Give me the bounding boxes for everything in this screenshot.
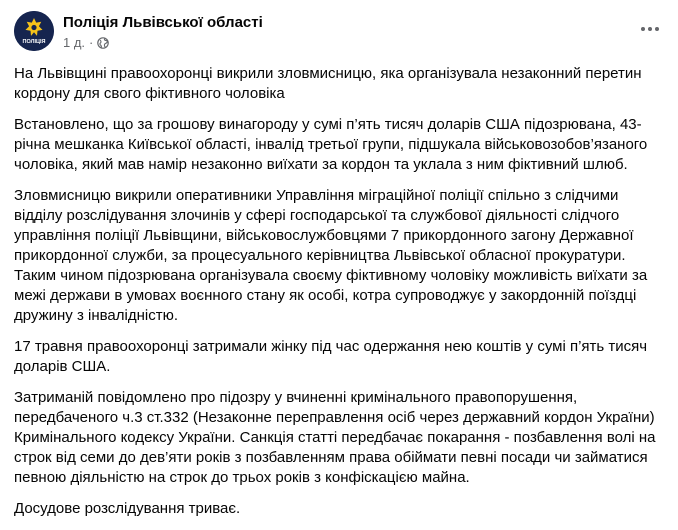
post-author-name[interactable]: Поліція Львівської області — [63, 14, 263, 31]
post-paragraph — [14, 186, 664, 326]
post-text-line: прикордонної служби, за процесуального керівництва Львівської обласної прокуратури. — [14, 247, 626, 264]
post-text-line: доларів США. — [14, 358, 111, 375]
post-paragraph — [14, 64, 664, 104]
post-text-line: Кримінального кодексу України. Санкція статті передбачає покарання - позбавлення волі на — [14, 429, 656, 446]
post-header — [14, 11, 664, 55]
globe-icon[interactable] — [97, 37, 109, 49]
post-paragraph — [14, 499, 664, 519]
post-text-line: межі держави в умовах воєнного стану як особі, котра супроводжує у закордонній поїздці — [14, 287, 637, 304]
post-text-line: управління поліції Львівщини, військовослужбовцями 7 прикордонного загону Державної — [14, 227, 634, 244]
post-paragraph — [14, 388, 664, 488]
post-text-line: дружину з інвалідністю. — [14, 307, 179, 324]
post-text-line: Таким чином підозрювана організувала своєму фіктивному чоловіку можливість виїхати за — [14, 267, 648, 284]
avatar[interactable] — [14, 11, 54, 51]
post-timestamp[interactable]: 1 д. — [63, 35, 86, 50]
post-text-line: річна мешканка Київської області, інвалід третьої групи, підшукала військовозобов’язаного — [14, 136, 648, 153]
post-text-line: чоловіка, який мав намір незаконно виїхати за кордон та уклала з ним фіктивний шлюб. — [14, 156, 628, 173]
avatar-label: ПОЛІЦІЯ — [22, 39, 46, 45]
post-text-line: Досудове розслідування триває. — [14, 500, 241, 517]
post-text-line: 17 травня правоохоронці затримали жінку під час одержання нею коштів у сумі п’ять тисяч — [14, 338, 648, 355]
post-text — [14, 64, 664, 530]
post-text-line: певною діяльністю на строк до трьох років з конфіскацією майна. — [14, 469, 470, 486]
post-meta — [63, 35, 109, 51]
post-text-line: Зловмисницю викрили оперативники Управління міграційної поліції спільно з слідчими — [14, 187, 619, 204]
post-paragraph — [14, 115, 664, 175]
post-paragraph — [14, 337, 664, 377]
more-horizontal-icon[interactable] — [636, 17, 664, 41]
post-text-line: передбаченого ч.3 ст.332 (Незаконне переправлення осіб через державний кордон України) — [14, 409, 655, 426]
meta-separator: · — [89, 35, 94, 50]
post-text-line: відділу розслідування злочинів у сфері господарської та службової діяльності слідчого — [14, 207, 620, 224]
post-text-line: Встановлено, що за грошову винагороду у сумі п’ять тисяч доларів США підозрювана, 43- — [14, 116, 642, 133]
post-text-line: строк від семи до дев’яти років з позбавленням права обіймати певні посади чи займатися — [14, 449, 648, 466]
post-text-line: Затриманій повідомлено про підозру у вчиненні кримінального правопорушення, — [14, 389, 578, 406]
police-logo-icon — [14, 11, 54, 51]
post-text-line: На Львівщині правоохоронці викрили зловмисницю, яка організувала незаконний перетин — [14, 65, 642, 82]
post-text-line: кордону для свого фіктивного чоловіка — [14, 85, 285, 102]
